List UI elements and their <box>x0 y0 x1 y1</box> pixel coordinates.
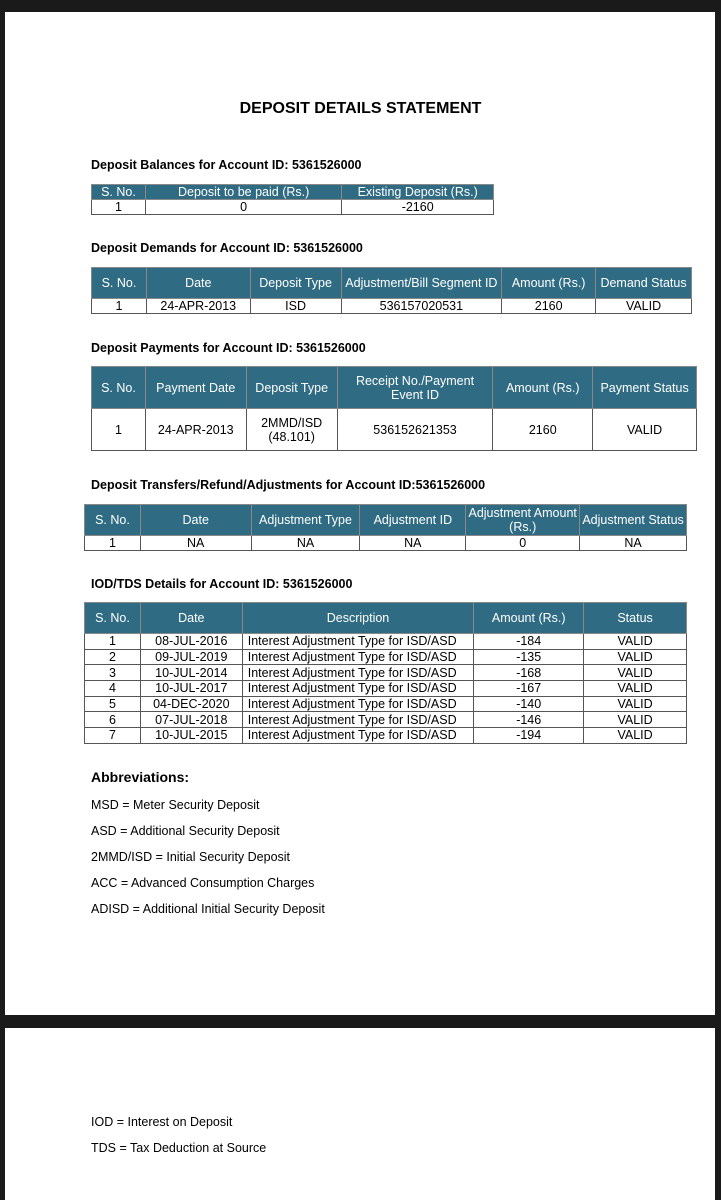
table-cell: NA <box>580 536 687 551</box>
table-cell: -146 <box>474 712 584 728</box>
col-header: Adjustment Status <box>580 505 687 536</box>
table-cell: 0 <box>145 200 341 215</box>
col-header: Receipt No./Payment Event ID <box>337 367 493 409</box>
col-header: Date <box>140 603 242 634</box>
table-cell: 1 <box>85 536 141 551</box>
table-cell: 1 <box>92 200 146 215</box>
table-cell: -168 <box>474 665 584 681</box>
table-cell: 04-DEC-2020 <box>140 696 242 712</box>
table-row <box>85 634 687 650</box>
table-cell: 1 <box>92 409 146 451</box>
table-cell: VALID <box>584 681 687 697</box>
table-cell: 7 <box>85 728 141 744</box>
col-header: Deposit Type <box>246 367 337 409</box>
col-header: Existing Deposit (Rs.) <box>342 185 494 200</box>
statement-title: DEPOSIT DETAILS STATEMENT <box>239 100 482 117</box>
table-cell: 07-JUL-2018 <box>140 712 242 728</box>
col-header: Amount (Rs.) <box>493 367 593 409</box>
col-header: Deposit to be paid (Rs.) <box>145 185 341 200</box>
table-cell: VALID <box>584 634 687 650</box>
col-header: Amount (Rs.) <box>474 603 584 634</box>
table-cell: -135 <box>474 649 584 665</box>
col-header: Adjustment Type <box>251 505 360 536</box>
col-header: Adjustment Amount (Rs.) <box>466 505 580 536</box>
table-cell: VALID <box>584 712 687 728</box>
abbreviations-heading: Abbreviations: <box>91 769 190 785</box>
table-cell: ISD <box>250 299 341 314</box>
table-row <box>85 681 687 697</box>
abbreviation-item: ACC = Advanced Consumption Charges <box>91 876 315 890</box>
col-header: Status <box>584 603 687 634</box>
table-cell: Interest Adjustment Type for ISD/ASD <box>242 696 474 712</box>
table-cell: 536152621353 <box>337 409 493 451</box>
table-cell: 10-JUL-2014 <box>140 665 242 681</box>
table-cell: 4 <box>85 681 141 697</box>
table-cell: 2160 <box>502 299 596 314</box>
table-cell: NA <box>140 536 251 551</box>
table-cell: 24-APR-2013 <box>146 299 250 314</box>
col-header: S. No. <box>92 185 146 200</box>
balances-table <box>91 184 494 215</box>
table-cell: Interest Adjustment Type for ISD/ASD <box>242 681 474 697</box>
table-cell: -140 <box>474 696 584 712</box>
table-cell: Interest Adjustment Type for ISD/ASD <box>242 712 474 728</box>
table-row <box>85 728 687 744</box>
col-header: Date <box>140 505 251 536</box>
table-cell: -2160 <box>342 200 494 215</box>
table-cell: VALID <box>584 728 687 744</box>
iod-heading: IOD/TDS Details for Account ID: 5361526000 <box>91 577 353 591</box>
table-cell: -167 <box>474 681 584 697</box>
table-row <box>85 536 687 551</box>
balances-heading: Deposit Balances for Account ID: 5361526000 <box>91 158 362 172</box>
table-cell: 0 <box>466 536 580 551</box>
table-cell: 08-JUL-2016 <box>140 634 242 650</box>
table-row <box>92 200 494 215</box>
col-header: Adjustment ID <box>360 505 466 536</box>
table-cell: VALID <box>596 299 692 314</box>
table-row <box>85 649 687 665</box>
transfers-heading: Deposit Transfers/Refund/Adjustments for Account ID:5361526000 <box>91 478 486 492</box>
iod-table <box>84 602 687 744</box>
col-header: S. No. <box>92 367 146 409</box>
table-row <box>85 696 687 712</box>
table-cell: 1 <box>85 634 141 650</box>
col-header: S. No. <box>85 603 141 634</box>
table-cell: 10-JUL-2017 <box>140 681 242 697</box>
col-header: Deposit Type <box>250 268 341 299</box>
col-header: Amount (Rs.) <box>502 268 596 299</box>
col-header: Description <box>242 603 474 634</box>
table-cell: 2MMD/ISD (48.101) <box>246 409 337 451</box>
table-cell: Interest Adjustment Type for ISD/ASD <box>242 728 474 744</box>
table-cell: 24-APR-2013 <box>145 409 246 451</box>
table-cell: 6 <box>85 712 141 728</box>
table-cell: 2 <box>85 649 141 665</box>
col-header: Demand Status <box>596 268 692 299</box>
abbreviation-item: ADISD = Additional Initial Security Deposit <box>91 902 325 916</box>
table-row <box>85 665 687 681</box>
col-header: Payment Date <box>145 367 246 409</box>
col-header: Date <box>146 268 250 299</box>
abbreviation-item: TDS = Tax Deduction at Source <box>91 1141 267 1155</box>
table-cell: 536157020531 <box>341 299 502 314</box>
table-row <box>85 712 687 728</box>
page-2 <box>5 1028 715 1200</box>
payments-heading: Deposit Payments for Account ID: 5361526000 <box>91 341 366 355</box>
table-cell: 09-JUL-2019 <box>140 649 242 665</box>
abbreviation-item: ASD = Additional Security Deposit <box>91 824 280 838</box>
table-cell: 2160 <box>493 409 593 451</box>
table-cell: NA <box>360 536 466 551</box>
table-cell: VALID <box>584 649 687 665</box>
table-cell: -194 <box>474 728 584 744</box>
table-cell: Interest Adjustment Type for ISD/ASD <box>242 665 474 681</box>
table-cell: NA <box>251 536 360 551</box>
table-row <box>92 299 692 314</box>
table-cell: -184 <box>474 634 584 650</box>
table-cell: 10-JUL-2015 <box>140 728 242 744</box>
table-row <box>92 409 697 451</box>
col-header: Payment Status <box>593 367 697 409</box>
payments-table <box>91 366 697 451</box>
col-header: Adjustment/Bill Segment ID <box>341 268 502 299</box>
table-cell: Interest Adjustment Type for ISD/ASD <box>242 634 474 650</box>
table-cell: Interest Adjustment Type for ISD/ASD <box>242 649 474 665</box>
demands-table <box>91 267 692 314</box>
transfers-table <box>84 504 687 551</box>
abbreviation-item: IOD = Interest on Deposit <box>91 1115 233 1129</box>
abbreviation-item: MSD = Meter Security Deposit <box>91 798 260 812</box>
table-cell: VALID <box>584 696 687 712</box>
demands-heading: Deposit Demands for Account ID: 5361526000 <box>91 241 363 255</box>
col-header: S. No. <box>92 268 147 299</box>
abbreviation-item: 2MMD/ISD = Initial Security Deposit <box>91 850 291 864</box>
table-cell: 5 <box>85 696 141 712</box>
table-cell: VALID <box>584 665 687 681</box>
table-cell: 3 <box>85 665 141 681</box>
table-cell: VALID <box>593 409 697 451</box>
col-header: S. No. <box>85 505 141 536</box>
table-cell: 1 <box>92 299 147 314</box>
